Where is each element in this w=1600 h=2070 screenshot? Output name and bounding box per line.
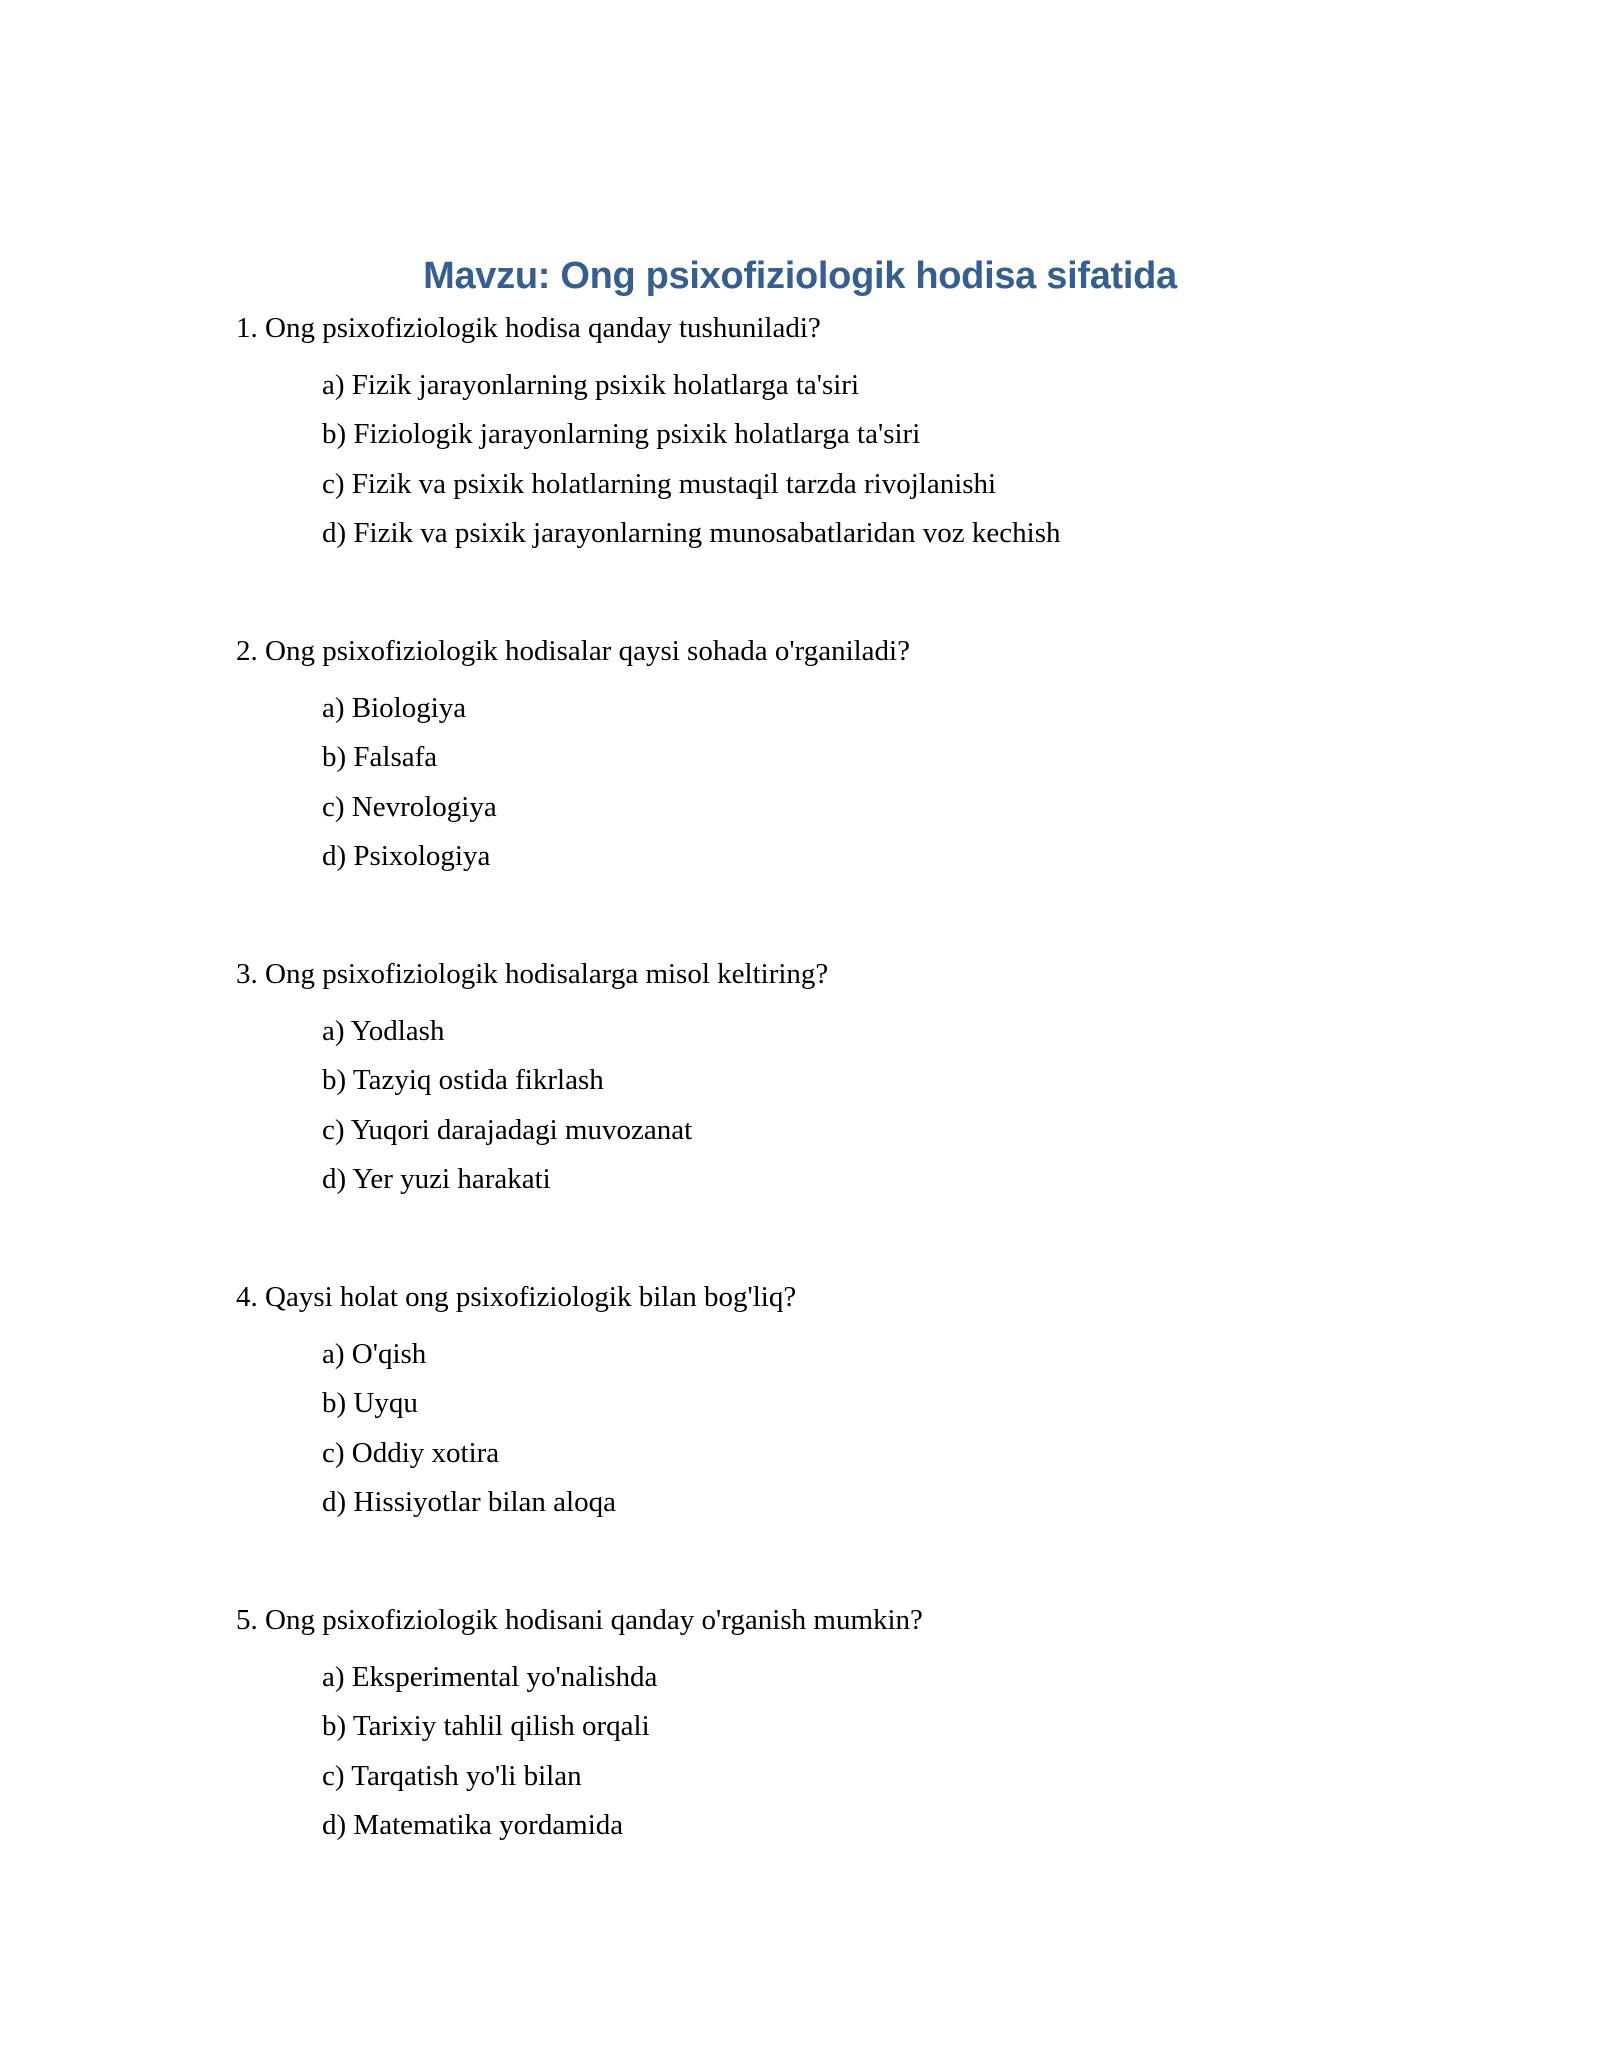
- question-2-option-b: b) Falsafa: [322, 741, 438, 773]
- question-2-option-d: d) Psixologiya: [322, 840, 491, 872]
- question-5-option-d: d) Matematika yordamida: [322, 1809, 624, 1841]
- question-4-option-b: b) Uyqu: [322, 1387, 418, 1419]
- question-1-option-b: b) Fiziologik jarayonlarning psixik holatlarga ta'siri: [322, 418, 921, 450]
- question-4-option-d: d) Hissiyotlar bilan aloqa: [322, 1486, 616, 1518]
- question-3: 3. Ong psixofiziologik hodisalarga misol keltiring?: [236, 958, 829, 990]
- question-5-option-c: c) Tarqatish yo'li bilan: [322, 1760, 582, 1792]
- question-2: 2. Ong psixofiziologik hodisalar qaysi sohada o'rganiladi?: [236, 635, 910, 667]
- question-1-option-a: a) Fizik jarayonlarning psixik holatlarga ta'siri: [322, 369, 860, 401]
- question-3-option-c: c) Yuqori darajadagi muvozanat: [322, 1114, 693, 1146]
- question-3-option-a: a) Yodlash: [322, 1015, 445, 1047]
- question-4-option-c: c) Oddiy xotira: [322, 1437, 500, 1469]
- question-5: 5. Ong psixofiziologik hodisani qanday o'rganish mumkin?: [236, 1604, 923, 1636]
- question-1-option-d: d) Fizik va psixik jarayonlarning munosabatlaridan voz kechish: [322, 517, 1061, 549]
- question-5-option-b: b) Tarixiy tahlil qilish orqali: [322, 1710, 650, 1742]
- question-3-option-b: b) Tazyiq ostida fikrlash: [322, 1064, 604, 1096]
- document-title: Mavzu: Ong psixofiziologik hodisa sifatida: [423, 255, 1177, 297]
- question-5-option-a: a) Eksperimental yo'nalishda: [322, 1661, 658, 1693]
- question-3-option-d: d) Yer yuzi harakati: [322, 1163, 551, 1195]
- question-4-option-a: a) O'qish: [322, 1338, 427, 1370]
- question-1: 1. Ong psixofiziologik hodisa qanday tushuniladi?: [236, 312, 821, 344]
- question-2-option-c: c) Nevrologiya: [322, 791, 497, 823]
- question-4: 4. Qaysi holat ong psixofiziologik bilan bog'liq?: [236, 1281, 797, 1313]
- question-1-option-c: c) Fizik va psixik holatlarning mustaqil tarzda rivojlanishi: [322, 468, 997, 500]
- question-2-option-a: a) Biologiya: [322, 692, 467, 724]
